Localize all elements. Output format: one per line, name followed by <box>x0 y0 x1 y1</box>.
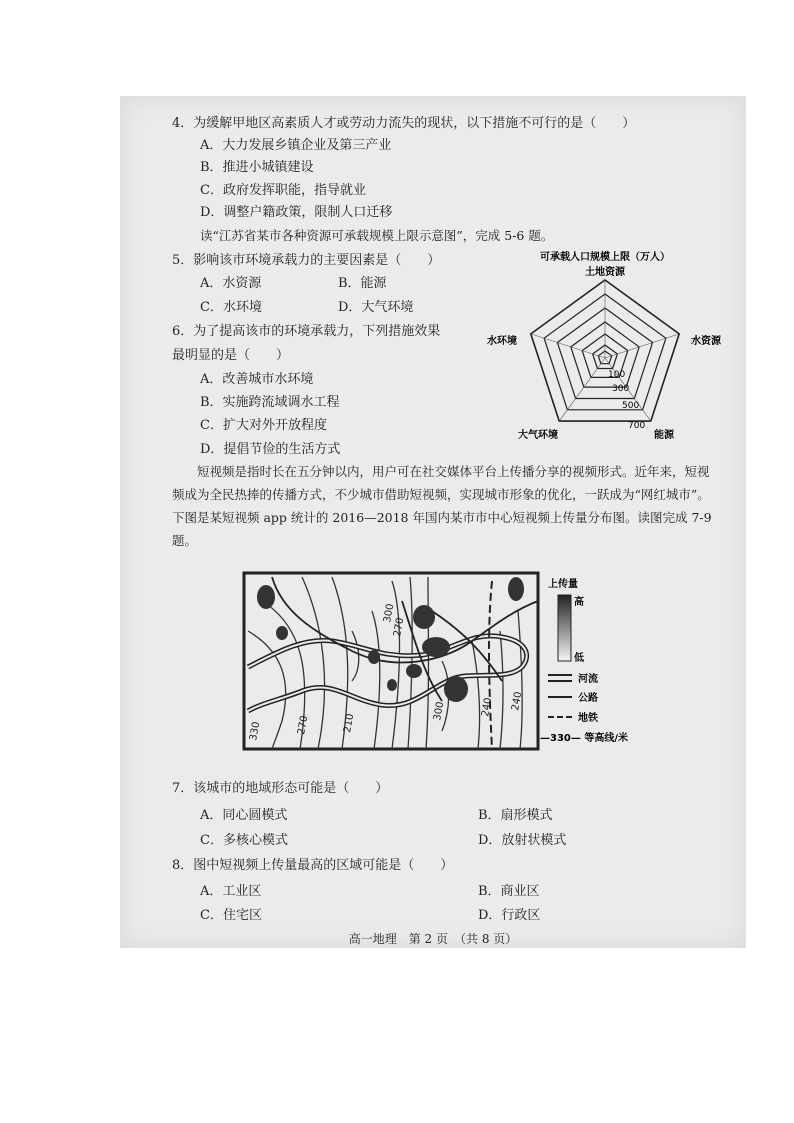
q4-option-c: C．政府发挥职能，指导就业 <box>200 183 366 198</box>
contour-label: 270 <box>392 616 407 638</box>
legend-title: 上传量 <box>548 579 578 590</box>
contour-label: 300 <box>382 602 397 624</box>
exam-sheet <box>120 96 746 948</box>
q8-option-a: A．工业区 <box>200 884 262 899</box>
q8-stem: 8．图中短视频上传量最高的区域可能是（ ） <box>172 858 454 873</box>
radar-axis-energy: 能源 <box>654 430 674 441</box>
q4-option-a: A．大力发展乡镇企业及第三产业 <box>200 138 392 153</box>
radar-axis-line <box>605 334 679 358</box>
q8-option-b: B．商业区 <box>478 884 540 899</box>
legend-low: 低 <box>574 653 584 664</box>
q4-option-d: D．调整户籍政策，限制人口迁移 <box>200 205 393 220</box>
radar-title: 可承载人口规模上限（万人） <box>540 252 670 263</box>
radar-figure <box>480 246 730 446</box>
q4-option-b: B．推进小城镇建设 <box>200 160 314 175</box>
radar-axis-water-env: 水环境 <box>487 336 517 347</box>
contour-label-group <box>248 603 524 742</box>
q8-option-d: D．行政区 <box>478 908 541 923</box>
contour-label: 330 <box>248 720 263 742</box>
legend-gradient-bar <box>558 595 571 661</box>
q7-option-b: B．扇形模式 <box>478 808 553 823</box>
radar-ring-label-500: 500 <box>622 401 640 411</box>
q8-option-c: C．住宅区 <box>200 908 262 923</box>
contour-label: 240 <box>480 696 495 718</box>
radar-ring-label-300: 300 <box>612 384 630 394</box>
q4-stem: 4．为缓解甲地区高素质人才或劳动力流失的现状，以下措施不可行的是（ ） <box>172 116 636 131</box>
radar-axis-land: 土地资源 <box>585 267 625 278</box>
radar-ring-label-700: 700 <box>628 421 646 431</box>
contour-label: 270 <box>296 714 311 736</box>
q7-option-d: D．放射状模式 <box>478 833 567 848</box>
contour-label: 300 <box>432 700 447 722</box>
map-frame <box>244 573 538 749</box>
q7-option-a: A．同心圆模式 <box>200 808 288 823</box>
q6-option-d: D．提倡节俭的生活方式 <box>200 442 341 457</box>
q5-option-a: A．水资源 <box>200 276 262 291</box>
legend-subway: 地铁 <box>578 713 598 724</box>
map-figure <box>242 571 662 753</box>
q5-option-d: D．大气环境 <box>338 300 414 315</box>
upload-hotspots <box>257 577 524 702</box>
q7-option-c: C．多核心模式 <box>200 833 288 848</box>
contour-label: 210 <box>342 712 357 734</box>
legend-contour: —330— 等高线/米 <box>540 733 629 744</box>
q5-option-c: C．水环境 <box>200 300 262 315</box>
page-footer: 高一地理 第 2 页 （共 8 页） <box>348 932 518 946</box>
radar-axis-line <box>531 334 605 358</box>
legend-river-symbol <box>548 675 572 681</box>
legend-road: 公路 <box>578 693 598 704</box>
legend-river: 河流 <box>578 674 598 685</box>
contour-label: 240 <box>510 690 525 712</box>
legend-high: 高 <box>574 597 584 608</box>
q6-option-c: C．扩大对外开放程度 <box>200 418 327 433</box>
radar-axis-air: 大气环境 <box>518 430 558 441</box>
q5-option-b: B．能源 <box>338 276 387 291</box>
q5-stem: 5．影响该市环境承载力的主要因素是（ ） <box>172 253 441 268</box>
intro-5-6: 读“江苏省某市各种资源可承载规模上限示意图”，完成 5-6 题。 <box>200 228 554 243</box>
radar-ring-label-100: 100 <box>608 370 626 380</box>
q7-stem: 7．该城市的地域形态可能是（ ） <box>172 781 389 796</box>
q6-option-a: A．改善城市水环境 <box>200 372 314 387</box>
passage-7-9: 短视频是指时长在五分钟以内，用户可在社交媒体平台上传播分享的视频形式。近年来，短视频成为全民热捧的传播方式，不少城市借助短视频，实现城市形象的优化，一跃成为“网红城市”。下图是某短视频 app 统计的 2016—2018 年国内某市市中心短视频上传量分布图。读图完成 7-9 题。 <box>172 464 712 548</box>
q6-option-b: B．实施跨流域调水工程 <box>200 395 340 410</box>
radar-axis-water-resource: 水资源 <box>691 336 721 347</box>
q6-stem-line1: 6．为了提高该市的环境承载力，下列措施效果 <box>172 324 441 339</box>
q6-stem-line2: 最明显的是（ ） <box>172 348 290 363</box>
